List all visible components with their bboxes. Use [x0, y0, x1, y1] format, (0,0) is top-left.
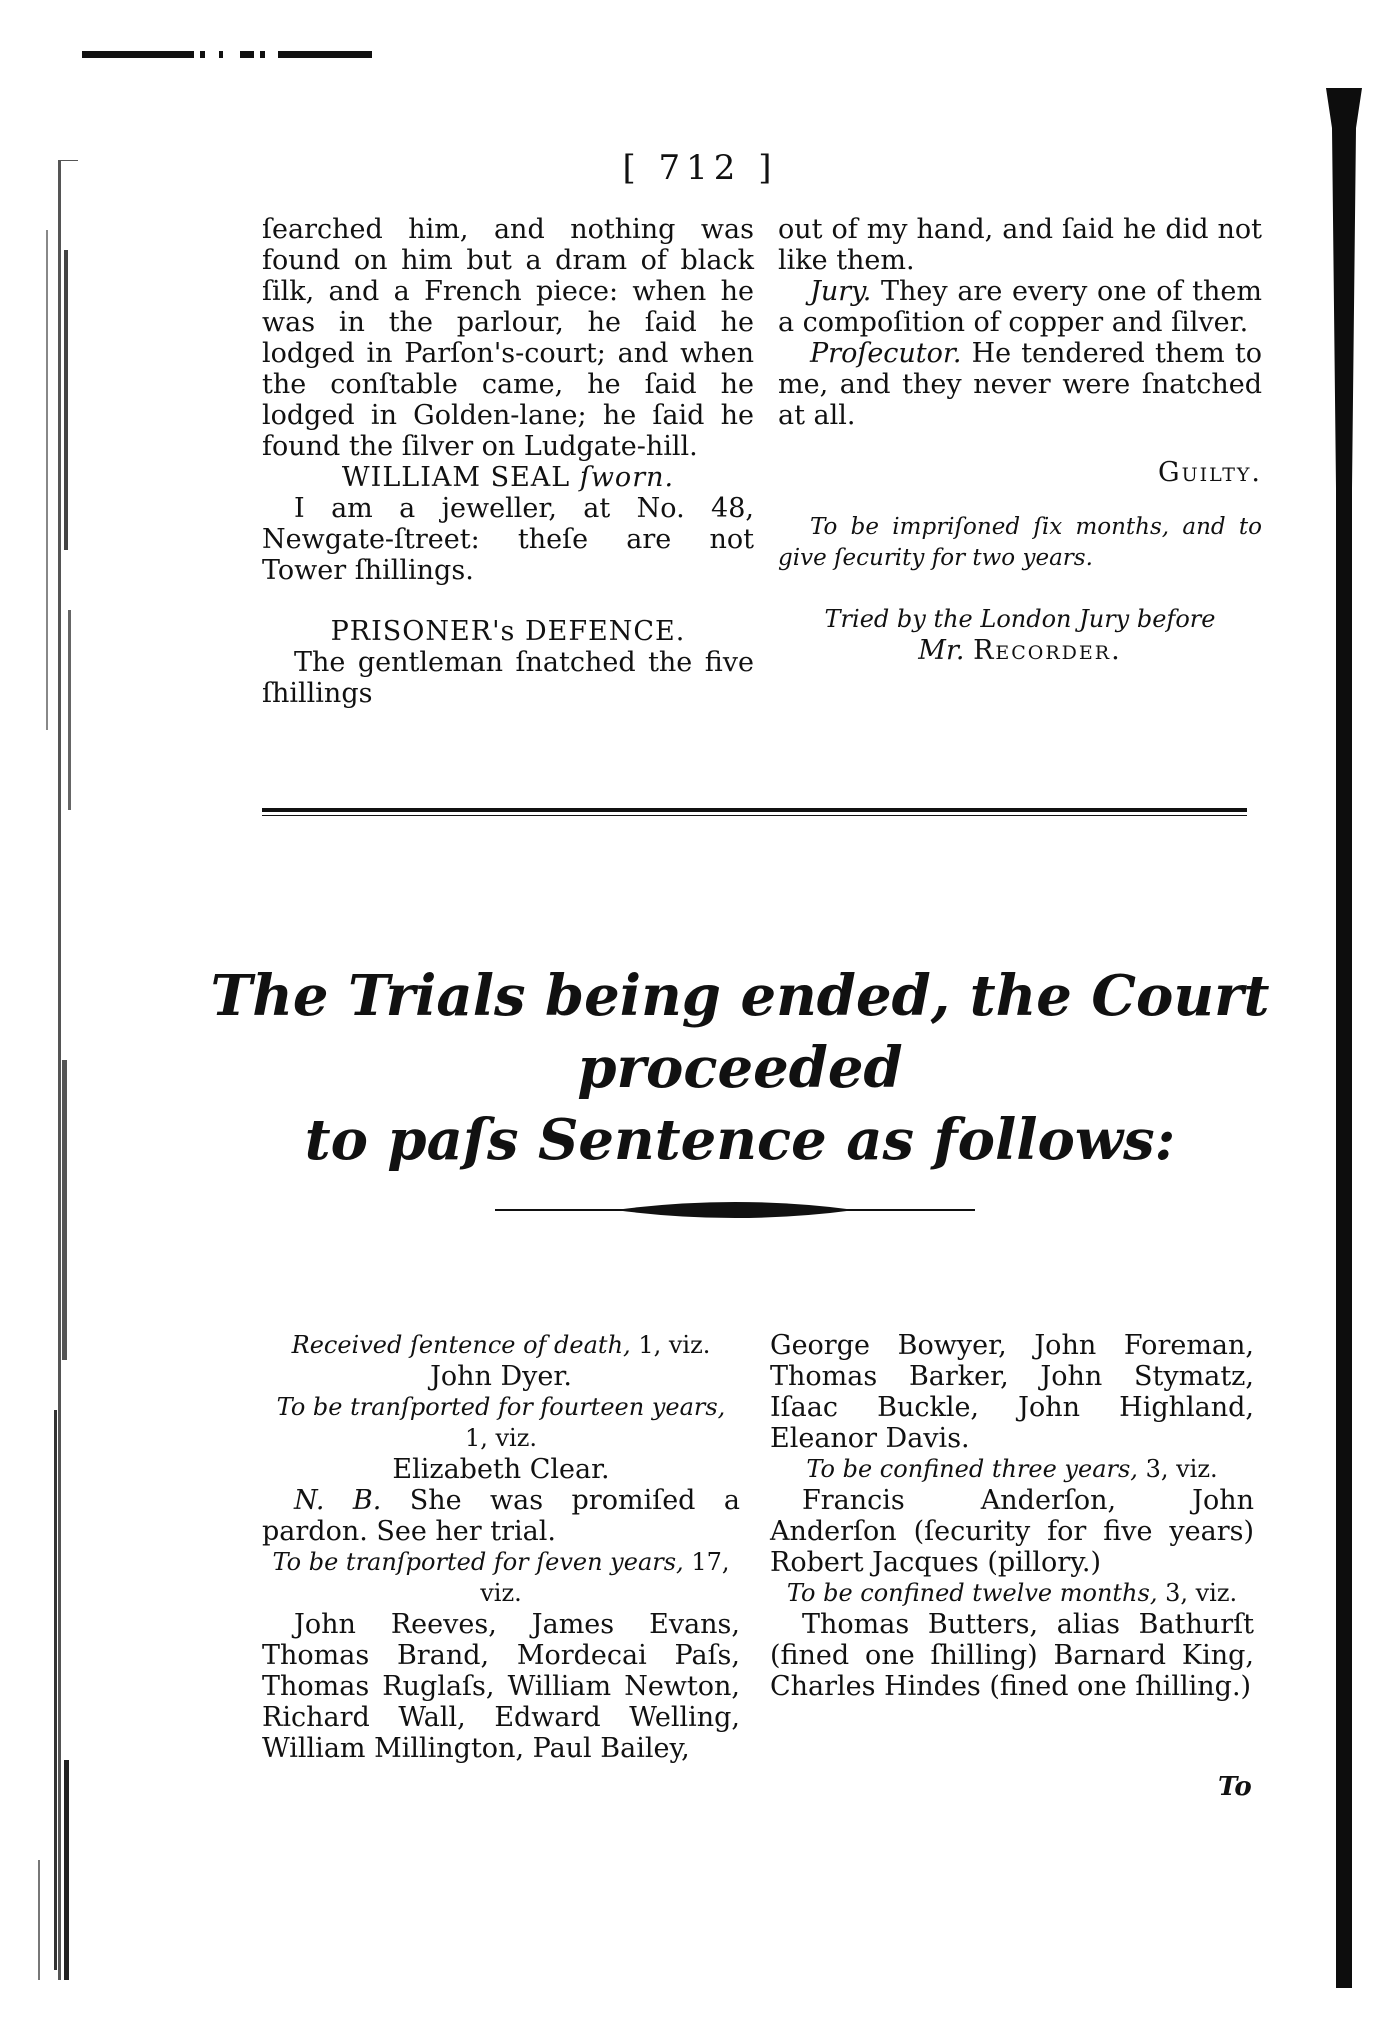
tried-recorder-line	[778, 635, 1262, 666]
verdict: Guilty.	[1158, 457, 1262, 488]
transported-14-heading	[262, 1392, 740, 1454]
tried-mr: Mr.	[918, 635, 965, 666]
confined-12-months-count: 3, viz.	[1165, 1579, 1238, 1607]
death-names: John Dyer.	[430, 1361, 572, 1392]
confined-3-years-heading	[770, 1454, 1254, 1485]
prosecutor-label: Proſecutor.	[810, 338, 962, 369]
transported-14-heading-text: To be tranſported for fourteen years,	[276, 1393, 726, 1421]
sentences-right-column	[770, 1330, 1254, 1702]
ornamental-rule	[495, 1190, 975, 1230]
tried-recorder: Recorder.	[973, 635, 1122, 666]
transported-14-names: Elizabeth Clear.	[392, 1454, 610, 1485]
death-heading-text: Received ſentence of death,	[291, 1331, 631, 1359]
scan-artifact-top	[82, 50, 372, 59]
jury-label: Jury.	[810, 276, 872, 307]
scan-artifact-left-edge	[18, 160, 80, 1980]
transported-7-names-continued: George Bowyer, John Foreman, Thomas Barker, John Stymatz, Iſaac Buckle, John Highland, Eleanor Davis.	[770, 1330, 1254, 1454]
page-number: [ 712 ]	[622, 148, 778, 188]
transported-14-count: 1, viz.	[464, 1424, 538, 1452]
right-paragraph: out of my hand, and ſaid he did not like them.	[778, 214, 1262, 276]
title-line-2: to paſs Sentence as follows:	[304, 1107, 1176, 1173]
right-column	[778, 214, 1262, 666]
divider-rule	[262, 808, 1247, 812]
transported-7-names: John Reeves, James Evans, Thomas Brand, Mordecai Paſs, Thomas Ruglaſs, William Newton, Richard Wall, Edward Welling, William Millington, Paul Bailey,	[262, 1609, 740, 1764]
divider-rule-thin	[262, 815, 1247, 816]
transported-7-heading-text: To be tranſported for ſeven years,	[272, 1548, 684, 1576]
confined-12-months-heading	[770, 1578, 1254, 1609]
confined-12-months-names: Thomas Butters, alias Bathurſt (fined one ſhilling) Barnard King, Charles Hindes (fined one ſhilling.)	[770, 1609, 1254, 1702]
prosecutor-statement	[778, 338, 1262, 431]
confined-3-years-names: Francis Anderſon, John Anderſon (ſecurity for five years) Robert Jacques (pillory.)	[770, 1485, 1254, 1578]
death-heading	[262, 1330, 740, 1361]
scan-artifact-right-edge	[1318, 88, 1364, 1988]
defence-heading: PRISONER's DEFENCE.	[330, 616, 686, 647]
prosecutor-text: He tendered them to me, and they never were ſnatched at all.	[778, 338, 1262, 431]
nb-text: She was promiſed a pardon. See her trial.	[262, 1485, 740, 1547]
witness-sworn: ſworn.	[579, 462, 675, 493]
confined-12-months-heading-text: To be confined twelve months,	[786, 1579, 1158, 1607]
confined-3-years-heading-text: To be confined three years,	[806, 1455, 1138, 1483]
sentences-left-column	[262, 1330, 740, 1764]
title-line-1: The Trials being ended, the Court proceeded	[210, 963, 1270, 1101]
confined-3-years-count: 3, viz.	[1145, 1455, 1218, 1483]
tried-line: Tried by the London Jury before	[824, 605, 1216, 633]
defence-text: The gentleman ſnatched the five ſhillings	[262, 647, 754, 709]
section-title	[200, 960, 1280, 1176]
transported-7-count: 17, viz.	[480, 1548, 730, 1607]
left-paragraph: ſearched him, and nothing was found on him but a dram of black ſilk, and a French piece: when he was in the parlour, he ſaid he lodged in Parſon's-court; and when the conſtable came, he ſaid he lodged in Golden-lane; he ſaid he found the ſilver on Ludgate-hill.	[262, 214, 754, 462]
witness-heading	[262, 462, 754, 493]
left-column	[262, 214, 754, 709]
catchword: To	[1218, 1772, 1252, 1802]
death-count: 1, viz.	[638, 1331, 711, 1359]
nb-label: N. B.	[294, 1485, 382, 1516]
jury-statement	[778, 276, 1262, 338]
witness-testimony: I am a jeweller, at No. 48, Newgate-ſtreet: theſe are not Tower ſhillings.	[262, 493, 754, 586]
sentence-text: To be impriſoned ſix months, and to give ſecurity for two years.	[778, 514, 1262, 571]
transported-7-heading	[262, 1547, 740, 1609]
nb-note	[262, 1485, 740, 1547]
jury-text: They are every one of them a compoſition of copper and ſilver.	[778, 276, 1262, 338]
witness-name: WILLIAM SEAL	[341, 462, 571, 493]
